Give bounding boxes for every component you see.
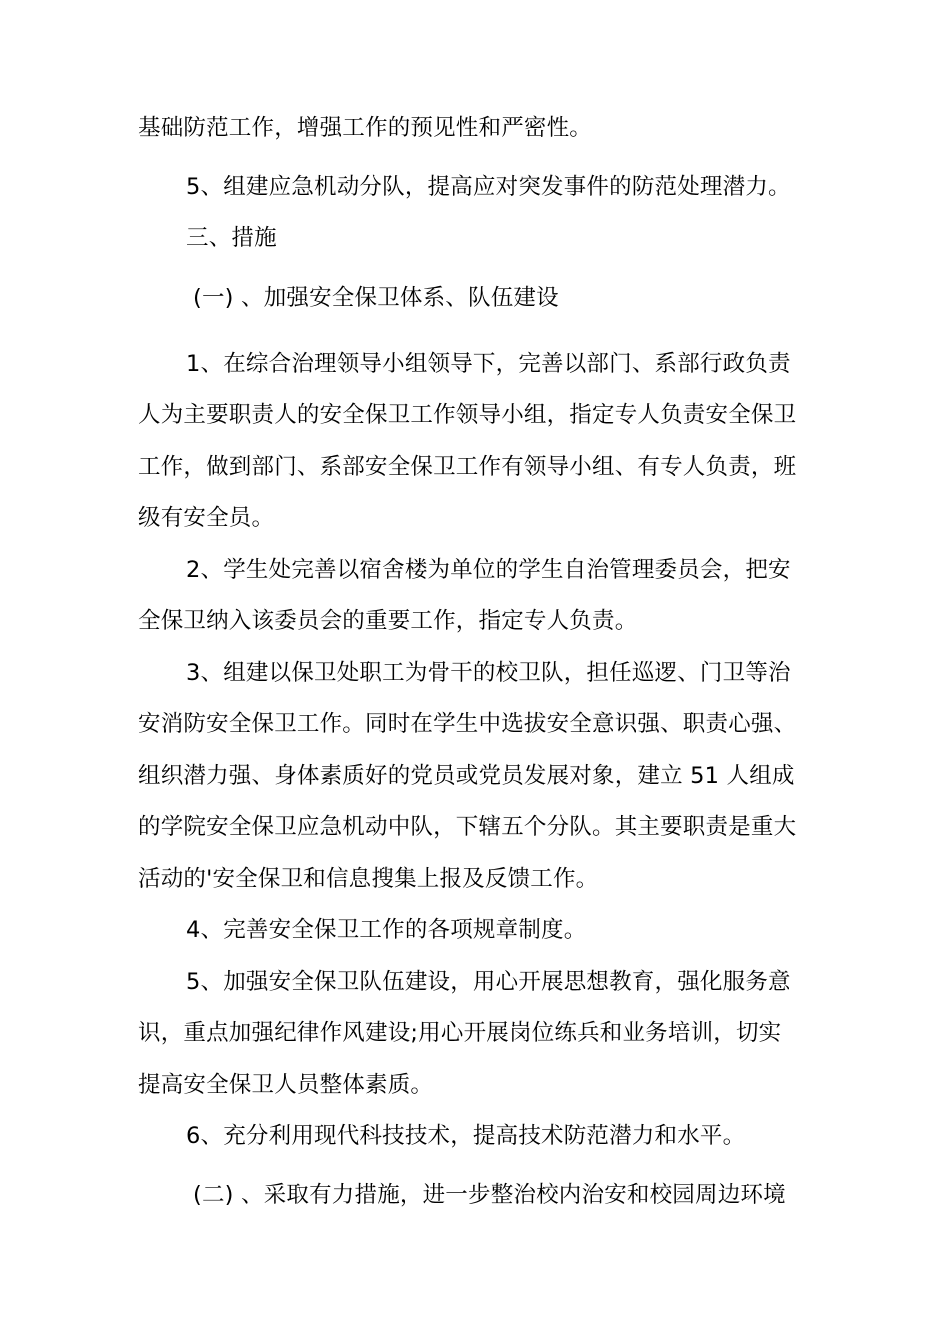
paragraph-line: 全保卫纳入该委员会的重要工作，指定专人负责。 — [138, 608, 638, 634]
paragraph-line: 安消防安全保卫工作。同时在学生中选拔安全意识强、职责心强、 — [138, 711, 797, 737]
paragraph-line: 提高安全保卫人员整体素质。 — [138, 1072, 434, 1098]
paragraph-line: 2、学生处完善以宿舍楼为单位的学生自治管理委员会，把安 — [186, 557, 791, 583]
paragraph-line: 人为主要职责人的安全保卫工作领导小组，指定专人负责安全保卫 — [138, 402, 797, 428]
paragraph-line: 工作，做到部门、系部安全保卫工作有领导小组、有专人负责，班 — [138, 454, 797, 480]
paragraph-line: 基础防范工作，增强工作的预见性和严密性。 — [138, 115, 593, 141]
paragraph-line: 组织潜力强、身体素质好的党员或党员发展对象，建立 51 人组成 — [138, 763, 795, 789]
paragraph-line: 活动的'安全保卫和信息搜集上报及反馈工作。 — [138, 866, 599, 892]
paragraph-line: 5、加强安全保卫队伍建设，用心开展思想教育，强化服务意 — [186, 969, 791, 995]
paragraph-line: 5、组建应急机动分队，提高应对突发事件的防范处理潜力。 — [186, 174, 791, 200]
paragraph-line: 级有安全员。 — [138, 505, 275, 531]
paragraph-line: 6、充分利用现代科技技术，提高技术防范潜力和水平。 — [186, 1123, 746, 1149]
subsection-heading: (二) 、采取有力措施，进一步整治校内治安和校园周边环境 — [193, 1182, 786, 1208]
paragraph-line: 3、组建以保卫处职工为骨干的校卫队，担任巡逻、门卫等治 — [186, 660, 791, 686]
paragraph-line: 的学院安全保卫应急机动中队，下辖五个分队。其主要职责是重大 — [138, 814, 797, 840]
section-heading: 三、措施 — [186, 225, 277, 251]
paragraph-line: 识，重点加强纪律作风建设;用心开展岗位练兵和业务培训，切实 — [138, 1020, 782, 1046]
paragraph-line: 4、完善安全保卫工作的各项规章制度。 — [186, 917, 587, 943]
subsection-heading: (一) 、加强安全保卫体系、队伍建设 — [193, 285, 559, 311]
paragraph-line: 1、在综合治理领导小组领导下，完善以部门、系部行政负责 — [186, 351, 791, 377]
